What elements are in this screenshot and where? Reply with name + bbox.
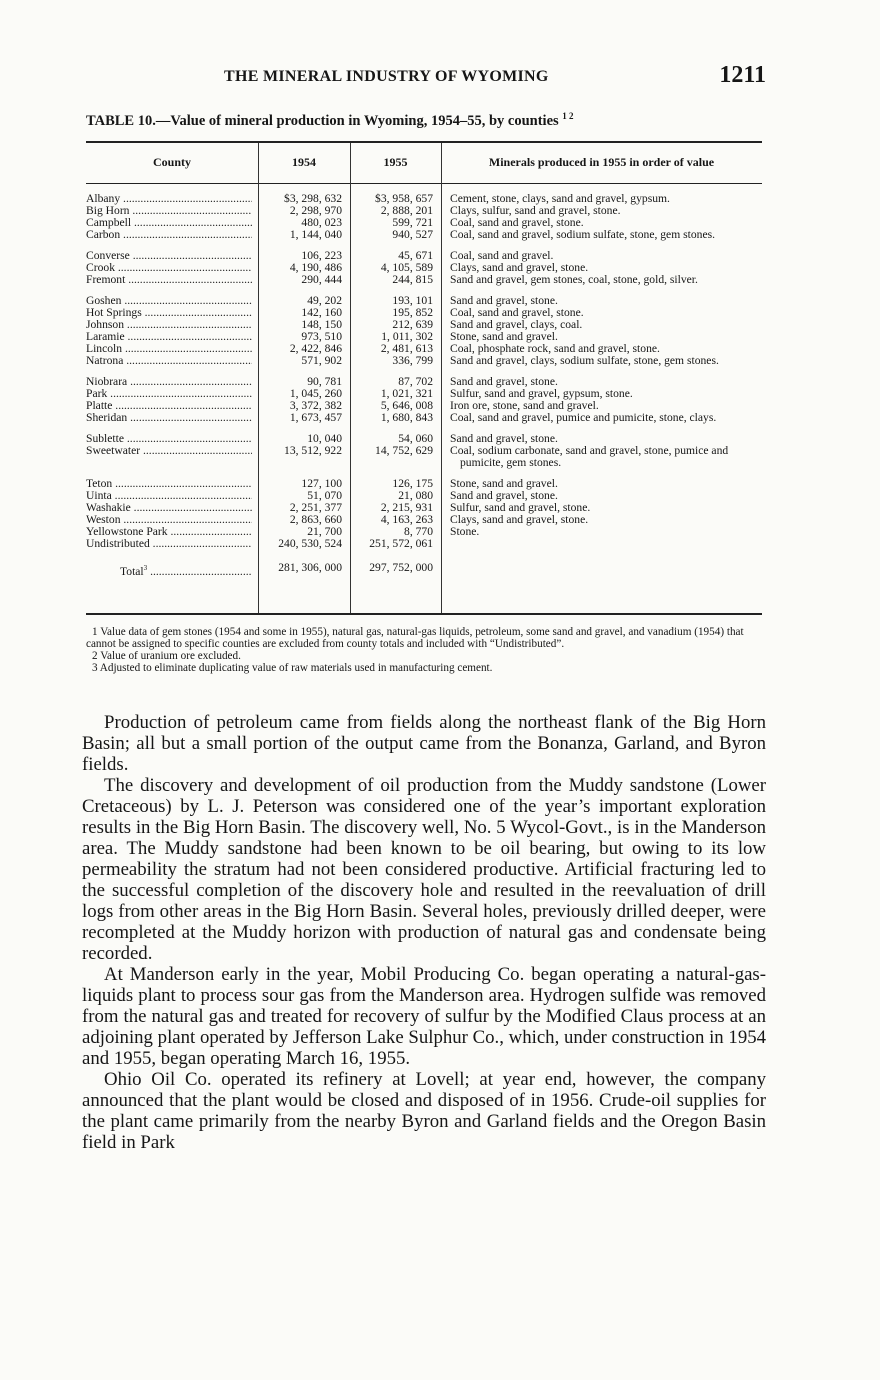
minerals-cell: Sand and gravel, stone. bbox=[450, 294, 558, 307]
running-head: THE MINERAL INDUSTRY OF WYOMING bbox=[224, 68, 549, 85]
value-1954-cell: 290, 444 bbox=[301, 273, 342, 286]
county-cell: Uinta ..... bbox=[86, 490, 252, 502]
value-1954-cell: 2, 251, 377 bbox=[289, 501, 342, 514]
minerals-cell: Sulfur, sand and gravel, stone. bbox=[450, 501, 591, 514]
value-1955-cell: 54, 060 bbox=[398, 432, 433, 445]
value-1954-cell: 571, 902 bbox=[301, 354, 342, 367]
county-cell: Fremont ..... bbox=[86, 274, 252, 286]
column-header-minerals: Minerals produced in 1955 in order of value bbox=[488, 155, 715, 169]
table-row bbox=[86, 355, 762, 367]
county-cell: Campbell ..... bbox=[86, 217, 252, 229]
minerals-cell: Coal, sand and gravel. bbox=[450, 249, 554, 262]
value-1955-cell: 212, 639 bbox=[392, 318, 433, 331]
minerals-cell: Sand and gravel, stone. bbox=[450, 375, 558, 388]
minerals-cell: Sand and gravel, clays, sodium sulfate, stone, gem stones. bbox=[450, 354, 719, 367]
total-label-cell bbox=[86, 562, 252, 578]
footnote-2: 2 Value of uranium ore excluded. bbox=[92, 650, 241, 662]
footnote-3: 3 Adjusted to eliminate duplicating value of raw materials used in manufacturing cement. bbox=[92, 662, 493, 674]
body-text bbox=[82, 712, 766, 1153]
paragraph: Production of petroleum came from fields along the northeast flank of the Big Horn Basin; all but a small portion of the output came from the Bonanza, Garland, and Byron fields. bbox=[82, 712, 766, 775]
value-1955-cell: 2, 215, 931 bbox=[380, 501, 433, 514]
value-1954-cell: 51, 070 bbox=[307, 489, 342, 502]
county-cell: Hot Springs ..... bbox=[86, 307, 252, 319]
minerals-cell: Sand and gravel, stone. bbox=[450, 432, 558, 445]
table-title-text: TABLE 10.—Value of mineral production in Wyoming, 1954–55, by counties bbox=[86, 112, 559, 129]
value-1955-cell: 126, 175 bbox=[392, 477, 433, 490]
county-cell: Big Horn ..... bbox=[86, 205, 252, 217]
value-1955-cell: 14, 752, 629 bbox=[375, 444, 433, 457]
value-1955-cell: 2, 888, 201 bbox=[380, 204, 433, 217]
value-1955-cell: 193, 101 bbox=[392, 294, 433, 307]
county-cell: Sublette ..... bbox=[86, 433, 252, 445]
minerals-cell: Sulfur, sand and gravel, gypsum, stone. bbox=[450, 387, 633, 400]
table-header-rule bbox=[86, 183, 762, 184]
minerals-cell: Coal, sand and gravel, stone. bbox=[450, 306, 584, 319]
total-1955-cell: 297, 752, 000 bbox=[369, 561, 433, 574]
county-cell: Yellowstone Park ..... bbox=[86, 526, 252, 538]
minerals-cell: Sand and gravel, stone. bbox=[450, 489, 558, 502]
table-title bbox=[86, 111, 776, 130]
table-row bbox=[86, 538, 762, 550]
value-1954-cell: 973, 510 bbox=[301, 330, 342, 343]
minerals-cell: Clays, sand and gravel, stone. bbox=[450, 261, 589, 274]
county-cell: Converse ..... bbox=[86, 250, 252, 262]
page-number: 1211 bbox=[719, 62, 766, 88]
column-header-1955: 1955 bbox=[383, 155, 408, 169]
minerals-cell: Iron ore, stone, sand and gravel. bbox=[450, 399, 599, 412]
value-1955-cell: 45, 671 bbox=[398, 249, 433, 262]
table-row bbox=[86, 229, 762, 241]
table-bottom-rule bbox=[86, 613, 762, 615]
value-1954-cell: 4, 190, 486 bbox=[289, 261, 342, 274]
value-1955-cell: 21, 080 bbox=[398, 489, 433, 502]
table-title-refs: 1 2 bbox=[562, 111, 574, 121]
page-header bbox=[84, 62, 766, 92]
value-1955-cell: 940, 527 bbox=[392, 228, 433, 241]
minerals-cell: Clays, sand and gravel, stone. bbox=[450, 513, 589, 526]
value-1954-cell: 1, 144, 040 bbox=[289, 228, 342, 241]
county-cell: Goshen ..... bbox=[86, 295, 252, 307]
value-1954-cell: 142, 160 bbox=[301, 306, 342, 319]
minerals-cell bbox=[450, 538, 774, 550]
value-1955-cell: 1, 021, 321 bbox=[380, 387, 433, 400]
county-cell: Sweetwater ..... bbox=[86, 445, 252, 457]
value-1954-cell: 2, 298, 970 bbox=[289, 204, 342, 217]
value-1955-cell: 1, 680, 843 bbox=[380, 411, 433, 424]
county-cell: Weston ..... bbox=[86, 514, 252, 526]
county-cell: Laramie ..... bbox=[86, 331, 252, 343]
value-1954-cell: 127, 100 bbox=[301, 477, 342, 490]
county-cell: Teton ..... bbox=[86, 478, 252, 490]
value-1955-cell: $3, 958, 657 bbox=[375, 192, 433, 205]
table-row bbox=[86, 274, 762, 286]
minerals-cell: Stone, sand and gravel. bbox=[450, 477, 558, 490]
value-1954-cell: $3, 298, 632 bbox=[284, 192, 342, 205]
minerals-cell: Coal, sand and gravel, pumice and pumicite, stone, clays. bbox=[450, 411, 717, 424]
value-1954-cell: 1, 673, 457 bbox=[289, 411, 342, 424]
county-cell: Johnson ..... bbox=[86, 319, 252, 331]
total-footnote-ref: 3 bbox=[143, 564, 148, 572]
value-1954-cell: 2, 863, 660 bbox=[289, 513, 342, 526]
county-cell: Sheridan ..... bbox=[86, 412, 252, 424]
footnotes bbox=[86, 626, 766, 674]
county-cell: Washakie ..... bbox=[86, 502, 252, 514]
value-1954-cell: 1, 045, 260 bbox=[289, 387, 342, 400]
county-value-table bbox=[86, 141, 762, 615]
value-1955-cell: 8, 770 bbox=[404, 525, 433, 538]
county-cell: Natrona ..... bbox=[86, 355, 252, 367]
minerals-cell: Stone. bbox=[450, 525, 480, 538]
county-cell: Undistributed ..... bbox=[86, 538, 252, 550]
column-header-1954: 1954 bbox=[292, 155, 316, 169]
county-cell: Park ..... bbox=[86, 388, 252, 400]
minerals-cell: Cement, stone, clays, sand and gravel, gypsum. bbox=[450, 192, 670, 205]
value-1955-cell: 195, 852 bbox=[392, 306, 433, 319]
minerals-cell: Coal, sand and gravel, sodium sulfate, stone, gem stones. bbox=[450, 228, 715, 241]
minerals-cell: Stone, sand and gravel. bbox=[450, 330, 558, 343]
value-1955-cell: 5, 646, 008 bbox=[380, 399, 433, 412]
minerals-cell: Sand and gravel, gem stones, coal, stone, gold, silver. bbox=[450, 273, 698, 286]
value-1955-cell: 251, 572, 061 bbox=[369, 537, 433, 550]
value-1954-cell: 480, 023 bbox=[301, 216, 342, 229]
value-1955-cell: 2, 481, 613 bbox=[380, 342, 433, 355]
column-header-county: County bbox=[152, 155, 191, 169]
value-1954-cell: 49, 202 bbox=[307, 294, 342, 307]
value-1954-cell: 240, 530, 524 bbox=[278, 537, 342, 550]
paragraph: The discovery and development of oil production from the Muddy sandstone (Lower Cretaceous) by L. J. Peterson was considered one of the year’s important exploration results in the Big Horn Basin. The discovery well, No. 5 Wycol-Govt., is in the Manderson area. The Muddy sandstone had been known to be oil bearing, but owing to its low permeability the stratum had not been considered productive. Artificial fracturing led to the successful completion of the discovery hole and resulted in the reevaluation of drill logs from other areas in the Big Horn Basin. Several holes, previously drilled deeper, were recompleted at the Muddy horizon with production of natural gas and condensate being recorded. bbox=[82, 775, 766, 964]
minerals-cell: Clays, sulfur, sand and gravel, stone. bbox=[450, 204, 621, 217]
value-1954-cell: 13, 512, 922 bbox=[284, 444, 342, 457]
value-1954-cell: 21, 700 bbox=[307, 525, 342, 538]
total-row bbox=[86, 561, 762, 578]
table-row bbox=[86, 412, 762, 424]
county-cell: Niobrara ..... bbox=[86, 376, 252, 388]
value-1955-cell: 4, 163, 263 bbox=[380, 513, 433, 526]
county-cell: Lincoln ..... bbox=[86, 343, 252, 355]
value-1955-cell: 599, 721 bbox=[392, 216, 433, 229]
county-cell: Crook ..... bbox=[86, 262, 252, 274]
total-minerals-cell bbox=[450, 562, 774, 574]
table-body bbox=[86, 192, 762, 578]
value-1955-cell: 336, 799 bbox=[392, 354, 433, 367]
value-1954-cell: 148, 150 bbox=[301, 318, 342, 331]
minerals-cell: Coal, sodium carbonate, sand and gravel, stone, pumice and pumicite, gem stones. bbox=[450, 444, 729, 469]
minerals-cell: Sand and gravel, clays, coal. bbox=[450, 318, 583, 331]
total-label: Total bbox=[120, 564, 144, 578]
value-1954-cell: 3, 372, 382 bbox=[289, 399, 342, 412]
value-1954-cell: 10, 040 bbox=[307, 432, 342, 445]
minerals-cell: Coal, sand and gravel, stone. bbox=[450, 216, 584, 229]
table-row bbox=[86, 445, 762, 469]
value-1955-cell: 1, 011, 302 bbox=[381, 330, 433, 343]
table-top-rule bbox=[86, 141, 762, 143]
footnote-1: 1 Value data of gem stones (1954 and some in 1955), natural gas, natural-gas liquids, petroleum, some sand and gravel, and vanadium (1954) that cannot be assigned to specific counties are excluded from county totals and included with “Undistributed”. bbox=[86, 626, 744, 650]
value-1955-cell: 244, 815 bbox=[392, 273, 433, 286]
county-cell: Carbon ..... bbox=[86, 229, 252, 241]
value-1954-cell: 2, 422, 846 bbox=[289, 342, 342, 355]
county-cell: Platte ..... bbox=[86, 400, 252, 412]
paragraph: Ohio Oil Co. operated its refinery at Lovell; at year end, however, the company announced that the plant would be closed and disposed of in 1956. Crude-oil supplies for the plant came primarily from the nearby Byron and Garland fields and the Oregon Basin field in Park bbox=[82, 1069, 766, 1153]
paragraph: At Manderson early in the year, Mobil Producing Co. began operating a natural-gas-liquids plant to process sour gas from the Manderson area. Hydrogen sulfide was removed from the natural gas and treated for recovery of sulfur by the Modified Claus process at an adjoining plant operated by Jefferson Lake Sulphur Co., which, under construction in 1954 and 1955, began operating March 16, 1955. bbox=[82, 964, 766, 1069]
total-1954-cell: 281, 306, 000 bbox=[278, 561, 342, 574]
value-1954-cell: 90, 781 bbox=[307, 375, 342, 388]
value-1954-cell: 106, 223 bbox=[301, 249, 342, 262]
county-cell: Albany ..... bbox=[86, 193, 252, 205]
value-1955-cell: 87, 702 bbox=[398, 375, 433, 388]
value-1955-cell: 4, 105, 589 bbox=[380, 261, 433, 274]
minerals-cell: Coal, phosphate rock, sand and gravel, stone. bbox=[450, 342, 660, 355]
